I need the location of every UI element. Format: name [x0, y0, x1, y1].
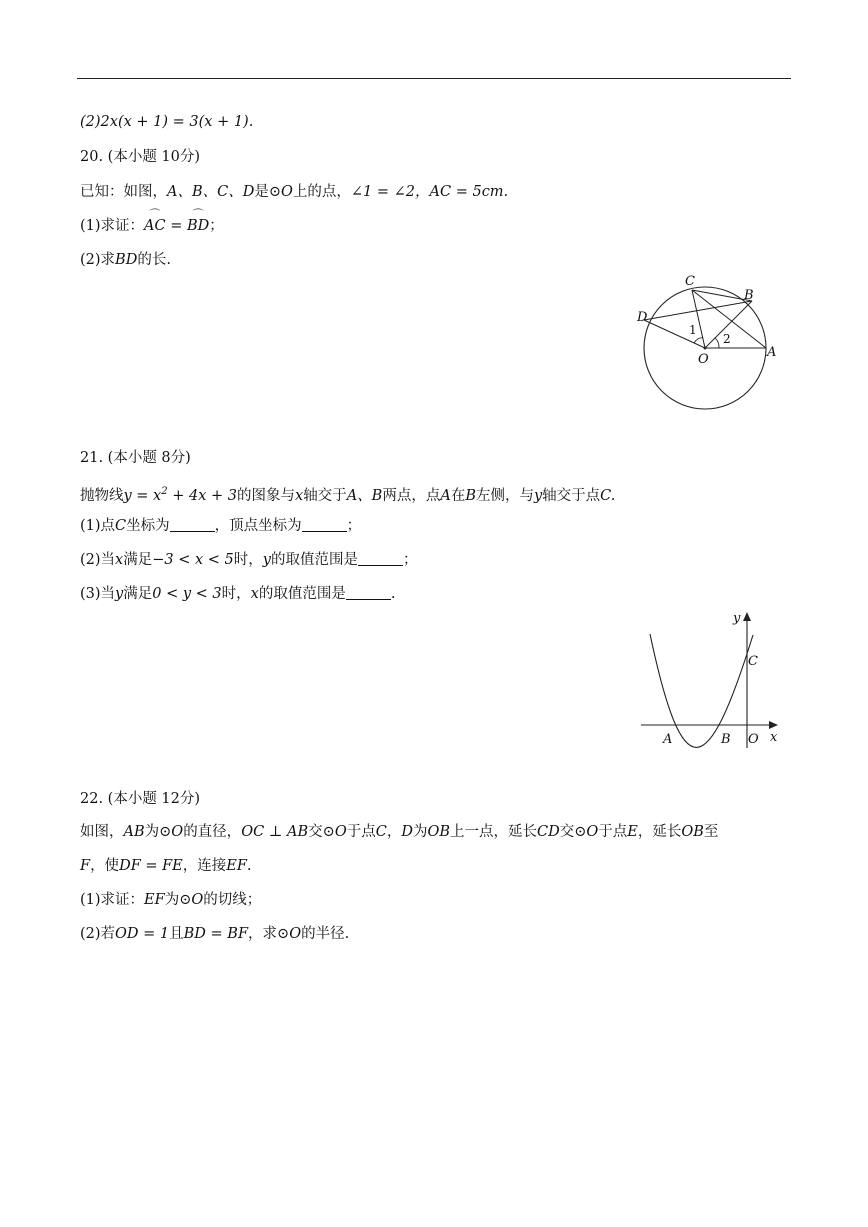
q21-stmt-ab: A、B	[346, 488, 383, 504]
q22-l1-cd: CD	[537, 824, 560, 840]
segment-cb	[692, 290, 752, 301]
q21-p2-mid2: 时，	[233, 552, 263, 568]
q19-part2	[80, 112, 253, 132]
q22-l1-suffix: 至	[703, 824, 719, 840]
q20-part2	[80, 250, 171, 270]
q22-l1-c: C	[375, 824, 387, 840]
q20-known-prefix: 已知：如图，	[80, 184, 167, 200]
q20-known-ac: AC = 5cm.	[429, 184, 509, 200]
q22-l1-prefix: 如图，	[80, 824, 124, 840]
q20-part2-prefix: (2)求	[80, 252, 116, 268]
q22-header: 22. (本小题 12分)	[80, 791, 201, 807]
label-a: A	[663, 732, 673, 747]
q20-part1-prefix: (1)求证：	[80, 218, 145, 234]
q22-line2	[80, 856, 252, 876]
q22-p1-ef: EF	[144, 892, 165, 908]
label-a: A	[767, 345, 777, 360]
label-y: y	[733, 611, 741, 626]
q22-l2-mid2: ，连接	[182, 858, 227, 874]
label-c: C	[685, 274, 695, 289]
label-o: O	[698, 352, 709, 367]
q21-p3-prefix: (3)当	[80, 586, 116, 602]
label-x: x	[770, 730, 778, 745]
q22-part1	[80, 890, 261, 910]
label-1: 1	[689, 323, 697, 337]
q21-eq-b: + 4x + 3	[167, 488, 237, 504]
label-d: D	[637, 310, 648, 325]
q22-l1-mid9: 于点	[598, 824, 628, 840]
q21-eq-exp: 2	[161, 486, 168, 497]
q22-l1-mid4: 于点	[346, 824, 376, 840]
q22-l1-o2: O	[334, 824, 347, 840]
q21-part3	[80, 584, 395, 604]
q22-l1-mid7: 上一点，延长	[450, 824, 537, 840]
q21-p1-mid2: ，顶点坐标为	[214, 518, 302, 534]
q22-l1-e: E	[627, 824, 638, 840]
q22-p2-mid2: ，求⊙	[248, 926, 290, 942]
q22-l1-perp: OC ⊥ AB	[241, 824, 309, 840]
angle-1-arc	[694, 338, 703, 343]
q22-l2-eq: DF = FE	[119, 858, 183, 874]
q21-p3-suffix: .	[390, 586, 396, 602]
q22-l1-mid2: 的直径，	[183, 824, 242, 840]
q21-p2-prefix: (2)当	[80, 552, 116, 568]
q22-l2-ef: EF	[226, 858, 247, 874]
label-b: B	[721, 732, 731, 747]
q20-part1	[80, 216, 224, 236]
q20-known-angles: ∠1 = ∠2，	[350, 184, 430, 200]
q20-circle-figure	[630, 270, 790, 415]
q22-l1-mid3: 交⊙	[308, 824, 335, 840]
q22-p1-suffix: 的切线；	[203, 892, 262, 908]
q22-l1-ab: AB	[123, 824, 145, 840]
q22-part2	[80, 924, 349, 944]
q21-p3-mid2: 时，	[221, 586, 251, 602]
q21-p2-x: x	[115, 552, 124, 568]
q21-p3-x: x	[250, 586, 259, 602]
q20-part1-suffix: ；	[209, 218, 224, 234]
q19-part2-text: (2)2x(x + 1) = 3(x + 1).	[80, 114, 254, 130]
q22-l1-mid1: 为⊙	[144, 824, 172, 840]
q21-p1-mid: 坐标为	[126, 518, 170, 534]
q22-l1-ob2: OB	[681, 824, 704, 840]
q21-stmt-a: A	[440, 488, 451, 504]
answer-blank	[358, 551, 403, 566]
q22-l1-d: D	[401, 824, 413, 840]
q22-p2-suffix: 的半径.	[301, 926, 350, 942]
q20-part2-suffix: 的长.	[137, 252, 171, 268]
q21-stmt-b: B	[465, 488, 476, 504]
q22-l1-o1: O	[171, 824, 184, 840]
q21-p1-prefix: (1)点	[80, 518, 116, 534]
q20-arc-ac: ⌒ AC	[144, 216, 166, 236]
q21-p2-mid: 满足	[123, 552, 153, 568]
q22-p2-od: OD = 1	[115, 926, 170, 942]
q22-p2-o: O	[289, 926, 302, 942]
q21-p3-mid: 满足	[123, 586, 153, 602]
q22-l1-mid6: 为	[412, 824, 428, 840]
q22-l1-mid10: ，延长	[637, 824, 682, 840]
q22-l2-mid1: ，使	[90, 858, 120, 874]
q21-stmt-x: x	[295, 488, 304, 504]
answer-blank	[170, 517, 215, 532]
center-dot	[704, 347, 707, 350]
q20-part2-bd: BD	[115, 252, 138, 268]
q21-p1-c: C	[115, 518, 127, 534]
q21-p3-y: y	[115, 586, 124, 602]
q21-p2-suffix: ；	[402, 552, 418, 568]
q21-p3-mid3: 的取值范围是	[258, 586, 346, 602]
y-axis-arrow	[743, 612, 751, 621]
q21-stmt-y: y	[533, 488, 543, 504]
q22-p1-prefix: (1)求证：	[80, 892, 145, 908]
q22-l2-suffix: .	[246, 858, 252, 874]
q21-stmt-mid6: 轴交于点	[542, 488, 601, 504]
x-axis-arrow	[769, 721, 778, 729]
header-rule	[77, 78, 791, 79]
answer-blank	[302, 517, 347, 532]
q20-arc-bd: ⌒ BD	[187, 216, 209, 236]
q21-stmt-c: C.	[600, 488, 616, 504]
q21-p1-suffix: ；	[346, 518, 362, 534]
q22-p1-o: O	[191, 892, 204, 908]
q20-known-mid2: 上的点，	[292, 184, 351, 200]
q22-p2-bd: BD = BF	[183, 926, 249, 942]
q21-part2	[80, 550, 417, 570]
q21-eq-a: y = x	[123, 488, 162, 504]
q21-stmt-prefix: 抛物线	[80, 488, 124, 504]
q20-header: 20. (本小题 10分)	[80, 149, 201, 165]
q22-p1-mid: 为⊙	[164, 892, 192, 908]
q22-p2-mid: 且	[169, 926, 184, 942]
q20-part1-eq: =	[165, 218, 187, 234]
q22-l1-mid5: ，	[386, 824, 402, 840]
q20-known-o: O	[281, 184, 293, 200]
angle-2-arc	[714, 338, 719, 348]
q20-known	[80, 182, 508, 202]
q21-stmt-mid2: 轴交于	[303, 488, 347, 504]
answer-blank	[346, 585, 391, 600]
q21-p2-y: y	[262, 552, 271, 568]
q21-p3-ineq: 0 < y < 3	[152, 586, 222, 602]
q21-stmt-mid1: 的图象与	[237, 488, 295, 504]
q21-header: 21. (本小题 8分)	[80, 450, 191, 466]
label-c: C	[748, 654, 758, 669]
q22-l2-f: F	[80, 858, 91, 874]
label-2: 2	[723, 332, 731, 346]
q22-l1-ob: OB	[427, 824, 450, 840]
q21-p2-ineq: −3 < x < 5	[152, 552, 234, 568]
q21-stmt-mid4: 在	[450, 488, 466, 504]
q22-l1-o3: O	[586, 824, 599, 840]
q21-p2-mid3: 的取值范围是	[270, 552, 358, 568]
q20-known-points: A、B、C、D	[167, 184, 255, 200]
q21-stmt-mid5: 左侧，与	[475, 488, 534, 504]
q22-l1-mid8: 交⊙	[559, 824, 587, 840]
q20-known-mid1: 是⊙	[254, 184, 282, 200]
q22-p2-prefix: (2)若	[80, 926, 116, 942]
q22-line1	[80, 822, 718, 842]
parabola-curve	[650, 634, 753, 747]
q21-stmt-mid3: 两点，点	[382, 488, 441, 504]
label-o: O	[748, 732, 759, 747]
q21-parabola-figure	[638, 605, 788, 755]
label-b: B	[744, 288, 754, 303]
q21-part1	[80, 516, 361, 536]
q21-statement	[80, 482, 615, 506]
